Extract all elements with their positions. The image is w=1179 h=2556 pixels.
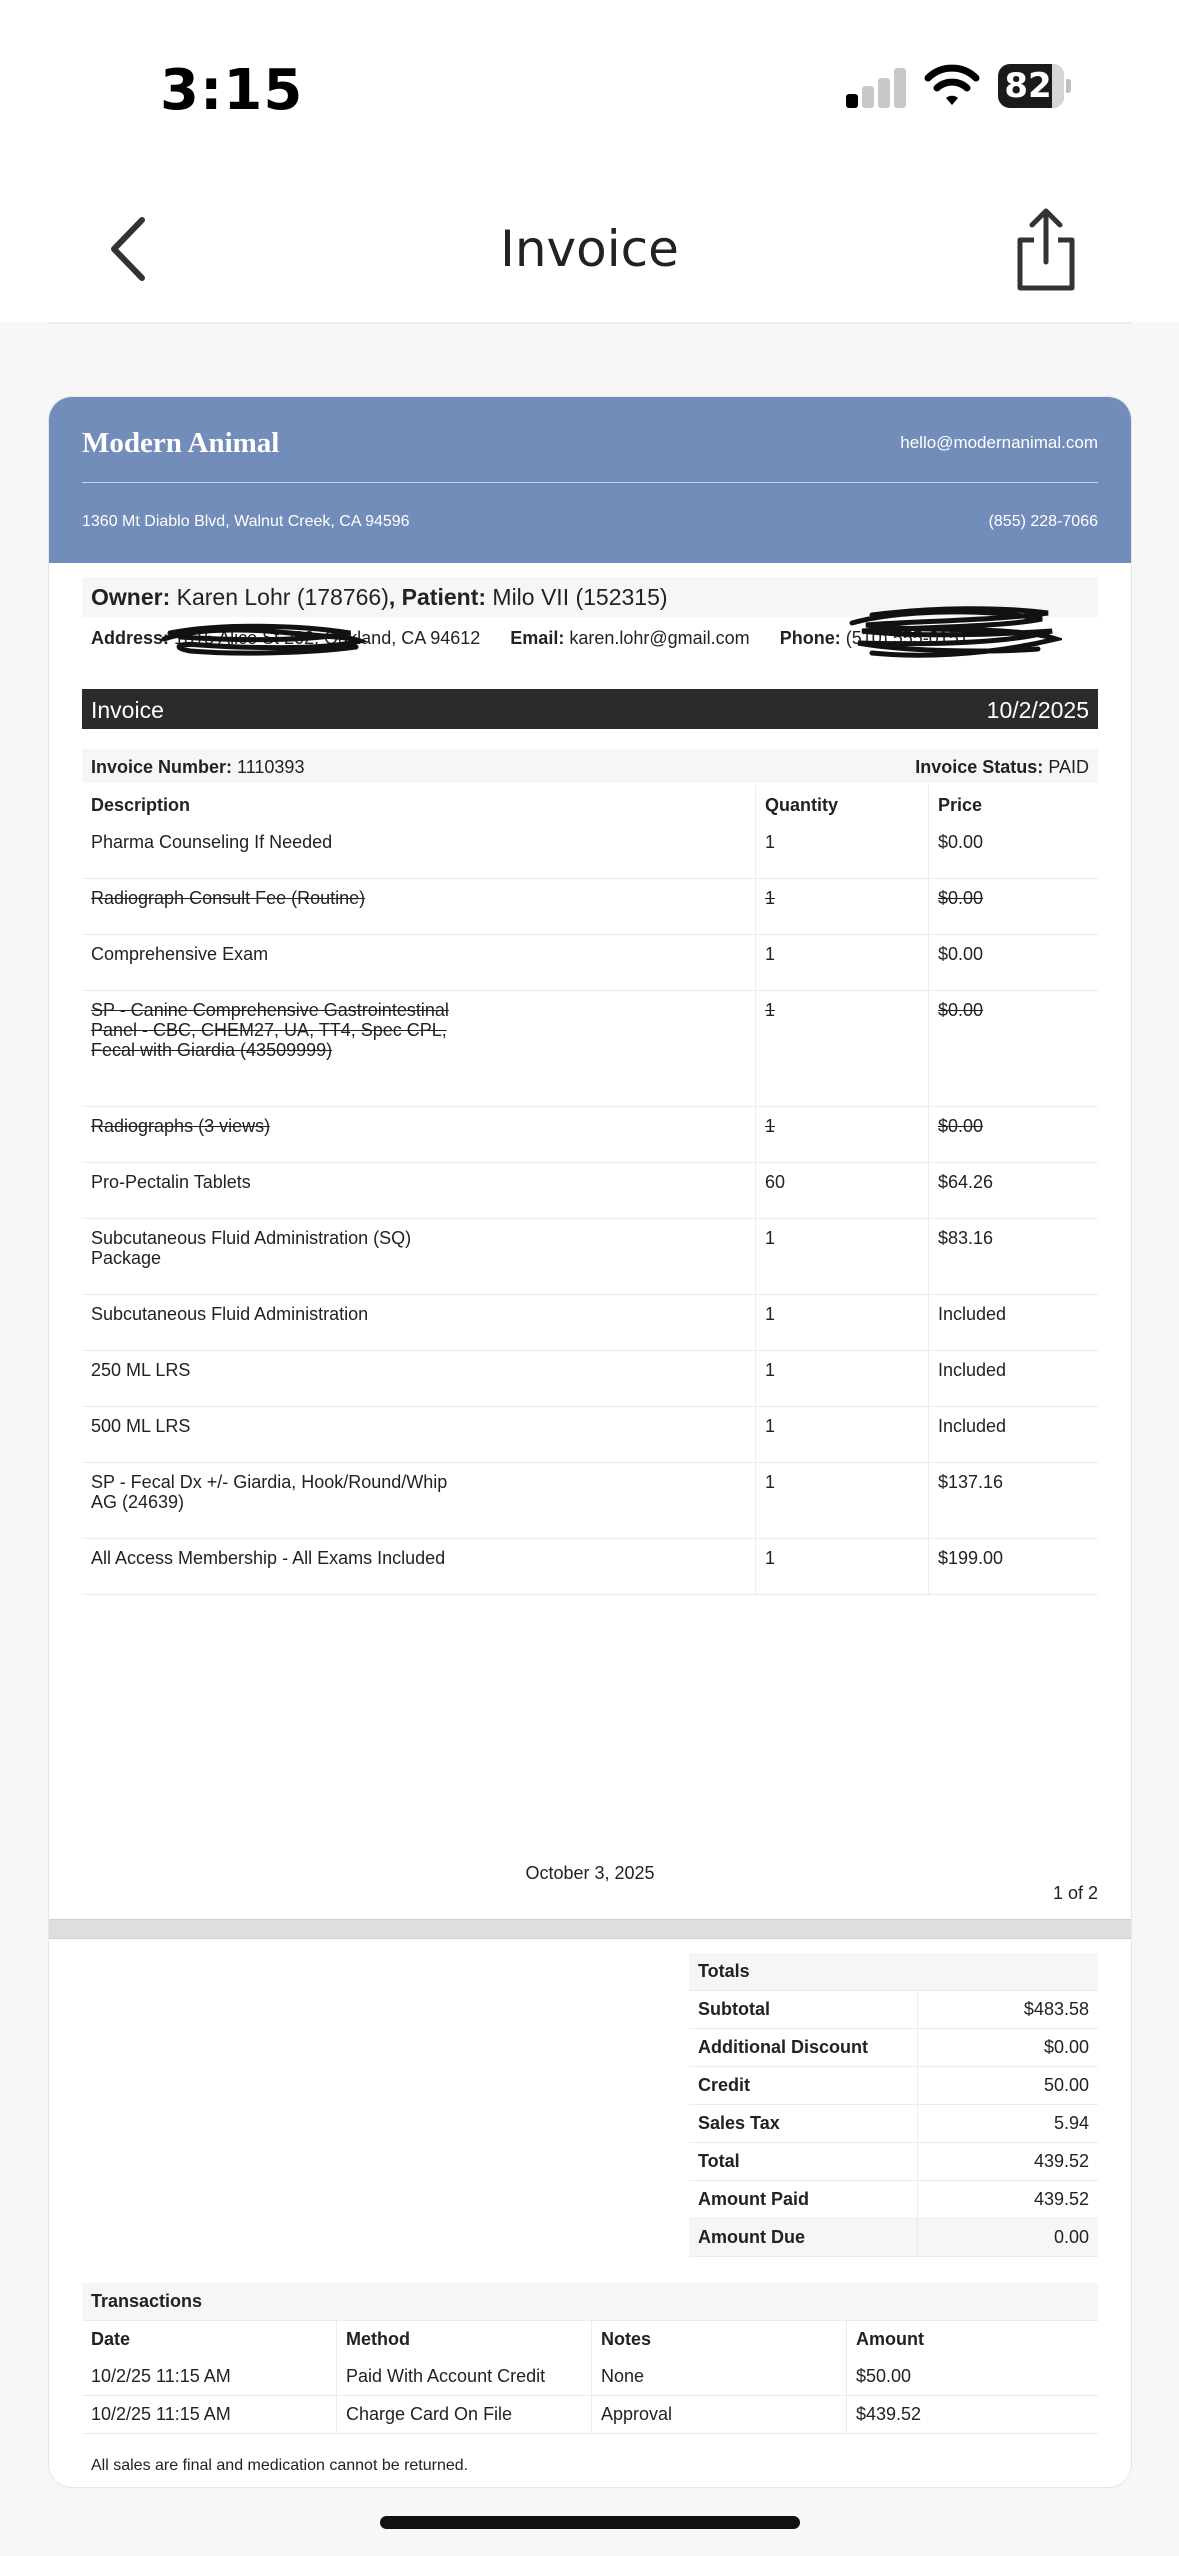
totals-value: 439.52 [918,2143,1099,2181]
item-quantity: 1 [756,1218,929,1294]
share-icon[interactable] [1010,206,1082,292]
totals-row [689,2143,1098,2181]
invoice-number-row [82,749,1098,783]
table-row [82,2396,1098,2434]
table-row [82,934,1098,990]
table-row [82,1406,1098,1462]
invoice-bar-title: Invoice [91,697,164,723]
clinic-email: hello@modernanimal.com [900,433,1098,452]
client-email: karen.lohr@gmail.com [569,628,750,648]
invoice-status: PAID [1048,757,1089,777]
column-header: Date [91,2329,131,2349]
totals-row [689,2029,1098,2067]
transaction-notes: None [592,2358,847,2396]
invoice-number: 1110393 [237,757,305,777]
totals-label: Subtotal [689,1991,918,2029]
item-description: 500 ML LRS [91,1415,191,1436]
item-price: $0.00 [929,823,1099,878]
invoice-status-label: Invoice Status: [915,757,1044,777]
item-price: $0.00 [929,934,1099,990]
totals-title: Totals [689,1953,1098,1991]
totals-label: Credit [689,2067,918,2105]
transactions-table [82,2283,1098,2434]
invoice-number-label: Invoice Number: [91,757,233,777]
page-title: Invoice [500,220,679,278]
totals-value: 439.52 [918,2181,1099,2219]
totals-label: Sales Tax [689,2105,918,2143]
table-row [82,1538,1098,1594]
email-label: Email: [510,628,565,648]
column-header: Amount [847,2321,1099,2359]
item-quantity: 1 [756,1294,929,1350]
item-quantity: 1 [756,990,929,1106]
item-price: $0.00 [929,1106,1099,1162]
item-quantity: 1 [756,1462,929,1538]
totals-row [689,2105,1098,2143]
transactions-title: Transactions [82,2283,1098,2321]
page-number: 1 of 2 [1052,1883,1098,1903]
table-row [82,1218,1098,1294]
transaction-date: 10/2/25 11:15 AM [82,2396,337,2434]
address-label: Address: [91,628,170,648]
table-row [82,2358,1098,2396]
item-description: SP - Canine Comprehensive Gastrointestinal Panel - CBC, CHEM27, UA, TT4, Spec CPL, Fecal with Giardia (43509999) [91,999,449,1060]
table-row [82,990,1098,1106]
phone-label: Phone: [779,628,841,648]
table-row [82,1106,1098,1162]
item-description: All Access Membership - All Exams Included [91,1547,446,1568]
item-quantity: 1 [756,934,929,990]
status-time: 3:15 [160,58,304,123]
item-price: $137.16 [929,1462,1099,1538]
client-address: 1815 Alice St 202, Oakland, CA 94612 [174,628,481,648]
totals-value: 0.00 [918,2219,1099,2257]
item-quantity: 1 [756,823,929,878]
transaction-method: Charge Card On File [337,2396,592,2434]
clinic-logo: Modern Animal [82,427,280,459]
redaction-scribble [842,605,1062,665]
home-indicator[interactable] [380,2516,800,2529]
transaction-date: 10/2/25 11:15 AM [82,2358,337,2396]
table-row [82,1350,1098,1406]
owner-label: Owner: [91,584,171,610]
disclaimer: All sales are final and medication cannot be returned. [91,2457,469,2474]
transaction-amount: $50.00 [847,2358,1099,2396]
item-price: Included [929,1294,1099,1350]
battery-icon [998,64,1070,108]
client-phone: (510) 555-0151 [845,628,969,648]
wifi-icon [924,62,980,108]
totals-label: Amount Due [689,2219,918,2257]
totals-label: Additional Discount [689,2029,918,2067]
totals-label: Total [689,2143,918,2181]
item-quantity: 1 [756,878,929,934]
item-description: Subcutaneous Fluid Administration [91,1303,369,1324]
print-date: October 3, 2025 [525,1863,655,1883]
item-quantity: 1 [756,1106,929,1162]
item-quantity: 60 [756,1162,929,1218]
item-price: $83.16 [929,1218,1099,1294]
item-price: $0.00 [929,878,1099,934]
item-description: 250 ML LRS [91,1359,191,1380]
table-row [82,878,1098,934]
cellular-signal-icon [846,68,908,108]
item-description: Comprehensive Exam [91,943,269,964]
invoice-header-bar [82,689,1098,729]
column-header: Notes [592,2321,847,2359]
status-bar [0,0,1179,170]
table-row [82,1162,1098,1218]
invoice-document[interactable] [48,396,1132,2488]
clinic-header [49,397,1131,563]
item-quantity: 1 [756,1406,929,1462]
item-description: SP - Fecal Dx +/- Giardia, Hook/Round/Whip AG (24639) [91,1471,448,1512]
item-price: $64.26 [929,1162,1099,1218]
totals-value: 50.00 [918,2067,1099,2105]
column-header: Price [929,785,1099,823]
item-price: Included [929,1406,1099,1462]
clinic-phone: (855) 228-7066 [988,513,1098,530]
item-description: Pharma Counseling If Needed [91,832,333,852]
clinic-address: 1360 Mt Diablo Blvd, Walnut Creek, CA 94596 [82,513,410,530]
item-description: Pro-Pectalin Tablets [91,1171,251,1192]
totals-row [689,2067,1098,2105]
table-row [82,1294,1098,1350]
item-description: Subcutaneous Fluid Administration (SQ) Package [91,1227,412,1268]
transaction-method: Paid With Account Credit [337,2358,592,2396]
totals-label: Amount Paid [689,2181,918,2219]
invoice-date: 10/2/2025 [986,697,1089,723]
redaction-scribble [160,619,370,661]
totals-row [689,1991,1098,2029]
battery-level: 82 [1004,66,1052,106]
column-header: Quantity [756,785,929,823]
item-quantity: 1 [756,1350,929,1406]
totals-row [689,2219,1098,2257]
transaction-amount: $439.52 [847,2396,1099,2434]
transaction-notes: Approval [592,2396,847,2434]
column-header: Method [337,2321,592,2359]
nav-divider [48,322,1131,324]
owner-name: Karen Lohr (178766) [176,584,389,610]
navigation-bar [0,170,1179,322]
contact-row [82,619,1098,657]
table-row [82,823,1098,878]
item-price: $0.00 [929,990,1099,1106]
item-price: $199.00 [929,1538,1099,1594]
line-items-table [82,785,1098,1595]
patient-name: Milo VII (152315) [492,584,668,610]
item-price: Included [929,1350,1099,1406]
totals-row [689,2181,1098,2219]
totals-value: $483.58 [918,1991,1099,2029]
table-row [82,1462,1098,1538]
column-header: Description [91,794,191,815]
header-divider [82,482,1098,483]
item-description: Radiographs (3 views) [91,1115,271,1136]
totals-value: 5.94 [918,2105,1099,2143]
item-description: Radiograph Consult Fee (Routine) [91,887,366,908]
patient-label: Patient: [401,584,487,610]
page-break [49,1919,1131,1939]
owner-patient-row: Owner: Karen Lohr (178766), Patient: Milo VII (152315) [82,577,1098,617]
item-quantity: 1 [756,1538,929,1594]
totals-table [689,1953,1098,2257]
totals-value: $0.00 [918,2029,1099,2067]
